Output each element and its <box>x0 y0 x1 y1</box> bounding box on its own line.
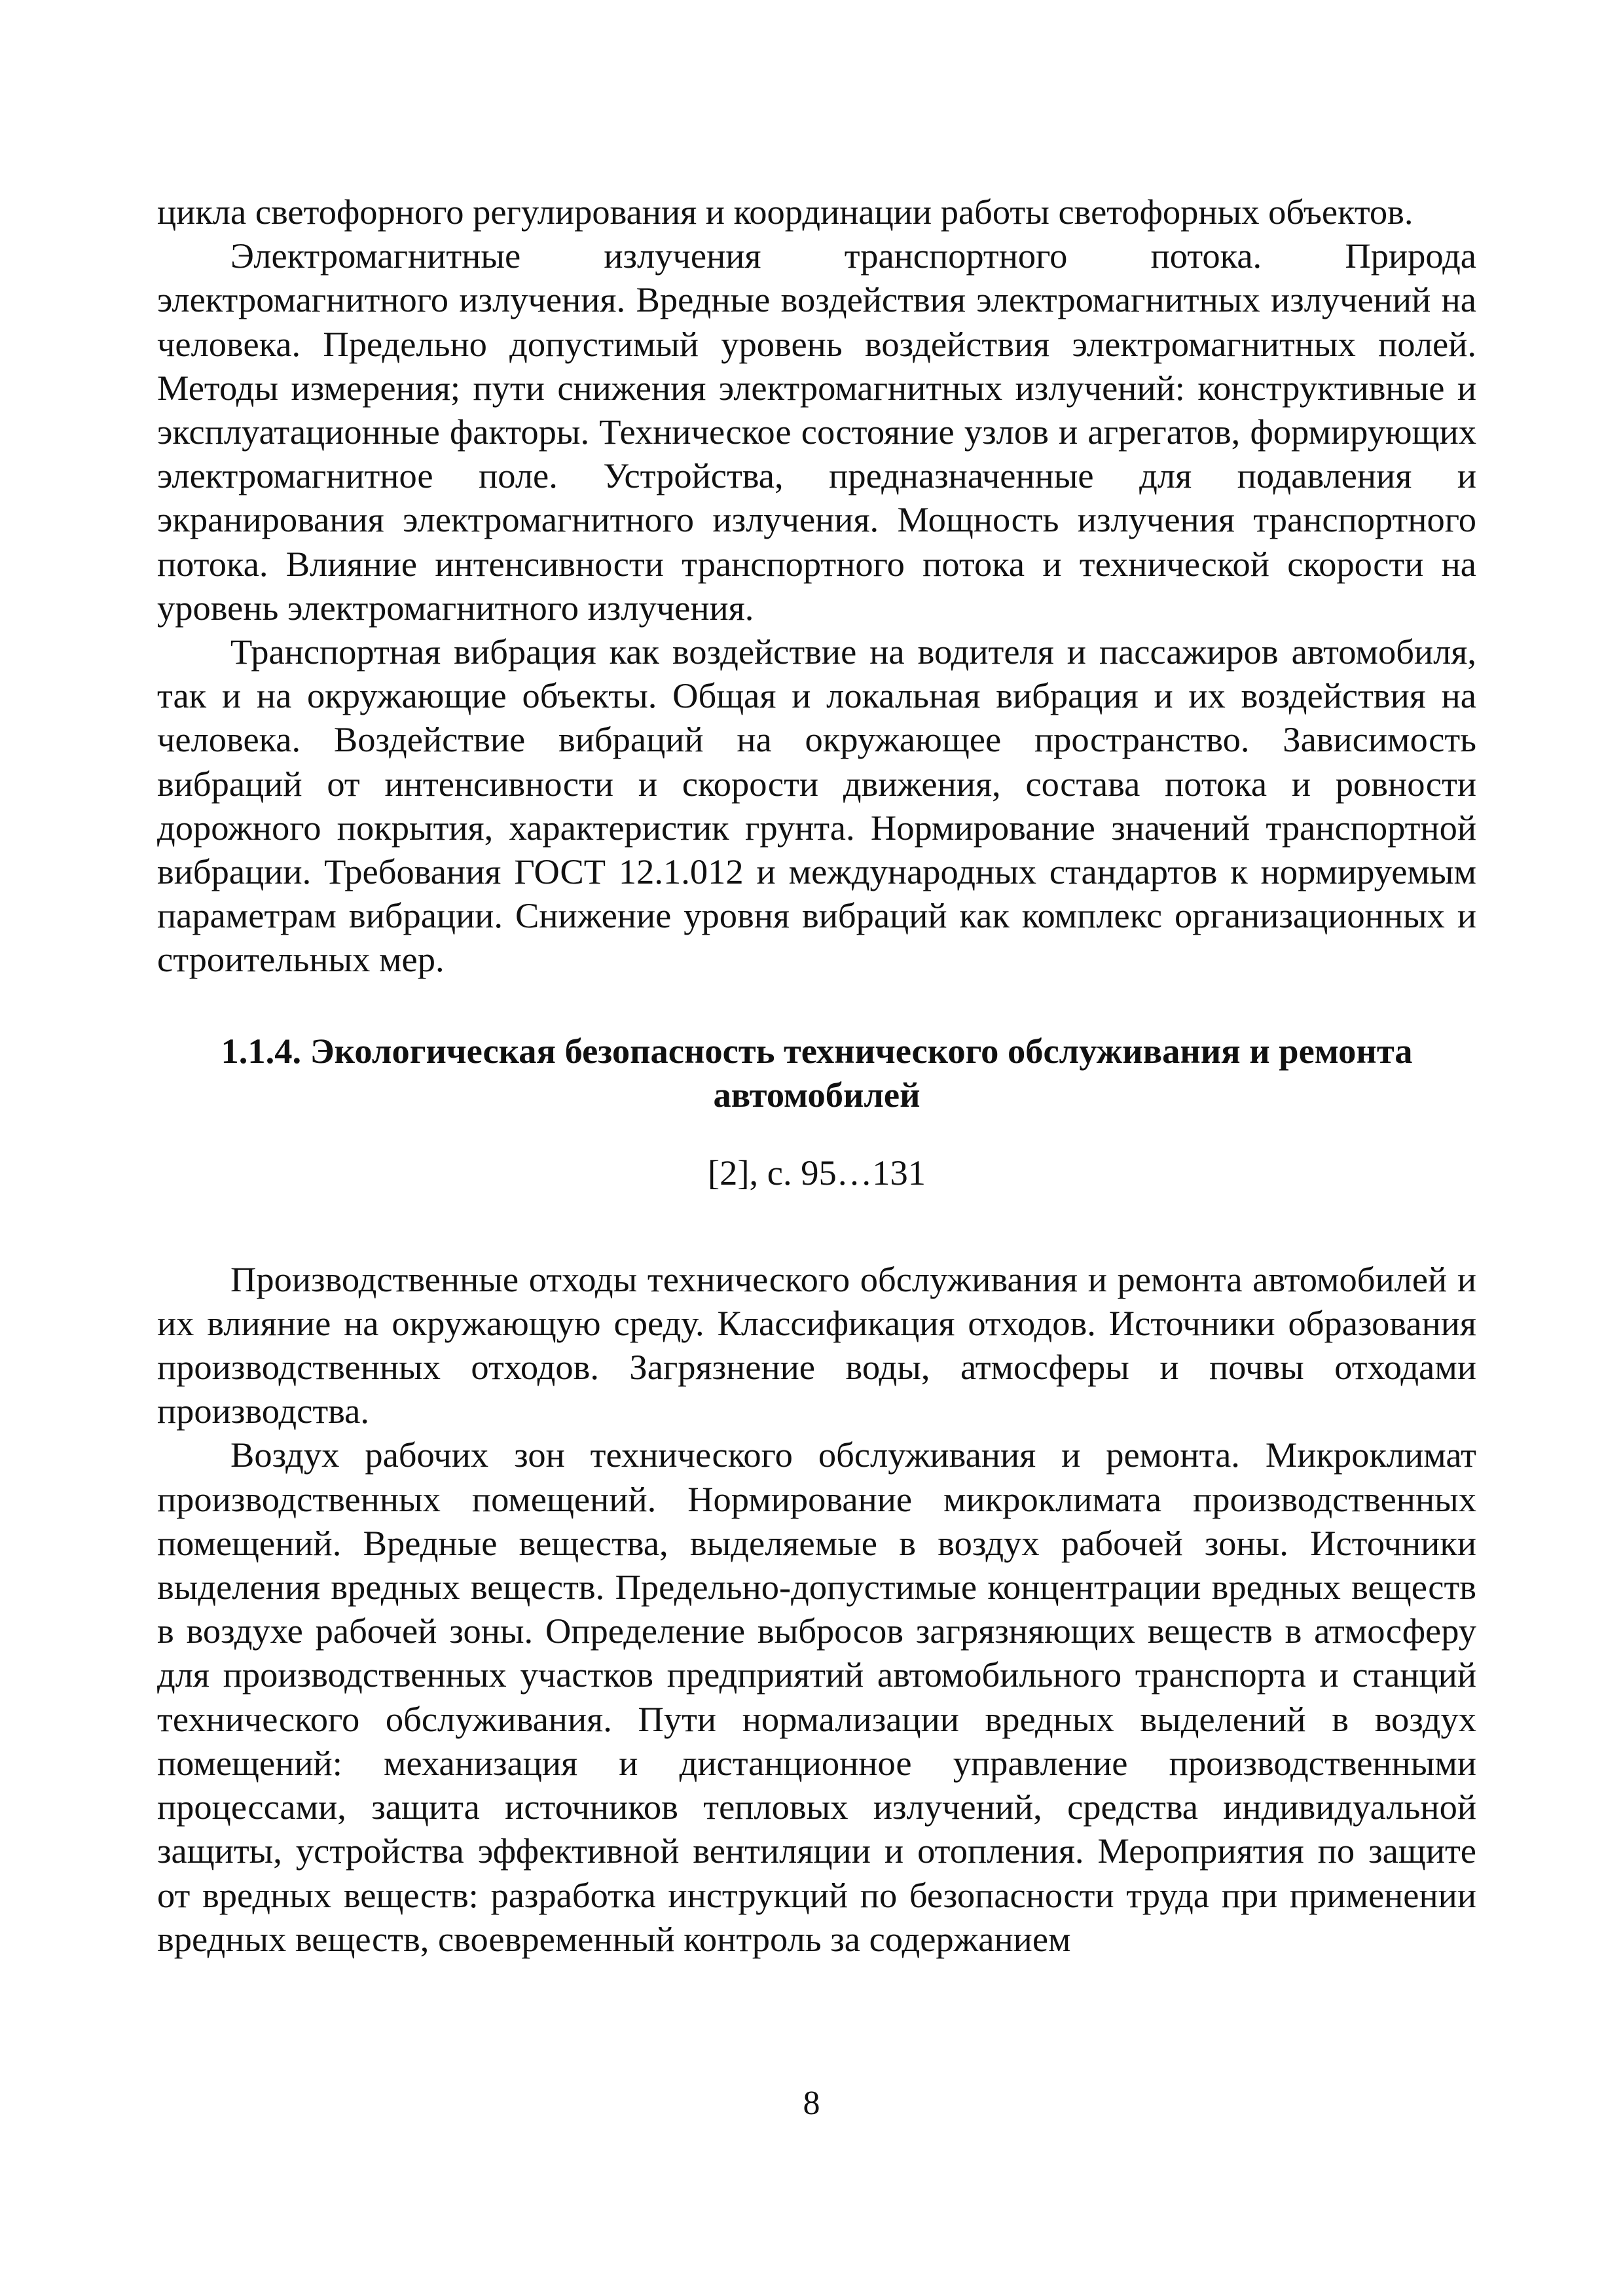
page-number: 8 <box>803 2085 820 2122</box>
document-page <box>157 190 1476 1961</box>
section-reference: [2], с. 95…131 <box>708 1152 926 1193</box>
section-heading-line-2: автомобилей <box>713 1074 921 1115</box>
paragraph-work-zone-air: Воздух рабочих зон технического обслуживания и ремонта. Микроклимат производственных помещений. Нормирование микроклимата производственных помещений. Вредные вещества, выделяемые в воздух рабочей зоны. Источники выделения вредных веществ. Предельно-допустимые концентрации вредных веществ в воздухе рабочей зоны. Определение выбросов загрязняющих веществ в атмосферу для производственных участков предприятий автомобильного транспорта и станций технического обслуживания. Пути нормализации вредных выделений в воздух помещений: механизация и дистанционное управление производственными процессами, защита источников тепловых излучений, средства индивидуальной защиты, устройства эффективной вентиляции и отопления. Мероприятия по защите от вредных веществ: разработка инструкций по безопасности труда при применении вредных веществ, своевременный контроль за содержанием <box>157 1435 1476 1959</box>
paragraph-electromagnetic-radiation: Электромагнитные излучения транспортного потока. Природа электромагнитного излучения. Вредные воздействия электромагнитных излучений на человека. Предельно допустимый уровень воздействия электромагнитных полей. Методы измерения; пути снижения электромагнитных излучений: конструктивные и эксплуатационные факторы. Техническое состояние узлов и агрегатов, формирующих электромагнитное поле. Устройства, предназначенные для подавления и экранирования электромагнитного излучения. Мощность излучения транспортного потока. Влияние интенсивности транспортного потока и технической скорости на уровень электромагнитного излучения. <box>157 236 1476 628</box>
paragraph-transport-vibration: Транспортная вибрация как воздействие на водителя и пассажиров автомобиля, так и на окружающие объекты. Общая и локальная вибрация и их воздействия на человека. Воздействие вибраций на окружающее пространство. Зависимость вибраций от интенсивности и скорости движения, состава потока и ровности дорожного покрытия, характеристик грунта. Нормирование значений транспортной вибрации. Требования ГОСТ 12.1.012 и международных стандартов к нормируемым параметрам вибрации. Снижение уровня вибраций как комплекс организационных и строительных мер. <box>157 632 1476 980</box>
paragraph-production-waste: Производственные отходы технического обслуживания и ремонта автомобилей и их влияние на окружающую среду. Классификация отходов. Источники образования производственных отходов. Загрязнение воды, атмосферы и почвы отходами производства. <box>157 1259 1476 1431</box>
paragraph-continuation: цикла светофорного регулирования и координации работы светофорных объектов. <box>157 192 1413 232</box>
section-heading <box>157 1029 1476 1117</box>
section-heading-line-1: 1.1.4. Экологическая безопасность технического обслуживания и ремонта <box>221 1030 1413 1071</box>
